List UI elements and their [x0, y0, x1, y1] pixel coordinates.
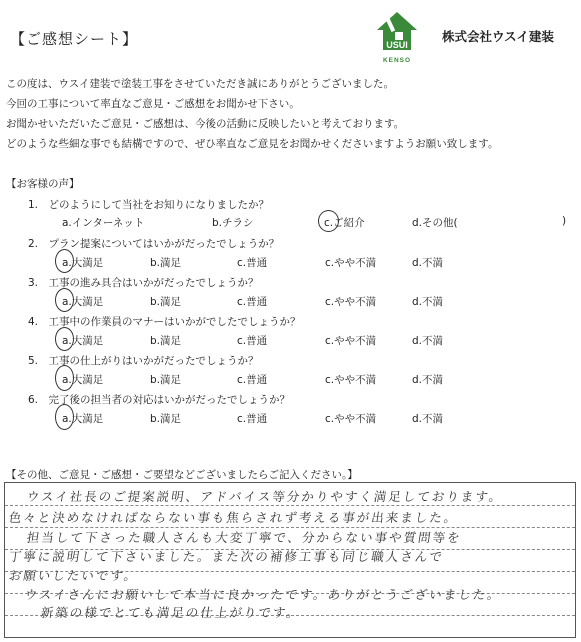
- comment-line: 色々と決めなければならない事も焦らされず考える事が出来ました。: [7, 510, 460, 525]
- question-6-options: [62, 411, 581, 425]
- svg-text:KENSO: KENSO: [382, 57, 412, 64]
- company-name: 株式会社ウスイ建装: [442, 29, 554, 44]
- svg-text:USUI: USUI: [386, 40, 408, 50]
- option-d[interactable]: d.不満: [412, 257, 444, 269]
- option-a[interactable]: a.大満足: [62, 335, 104, 347]
- option-c[interactable]: c.普通: [237, 335, 268, 347]
- comment-line: 新築の様でとても満足の仕上がりです。: [39, 605, 302, 620]
- option-d[interactable]: d.その他(: [412, 217, 458, 229]
- comment-heading: 【その他、ご意見・ご感想・ご要望などございましたらご記入ください。】: [6, 469, 358, 481]
- comment-box[interactable]: [4, 482, 576, 638]
- option-c[interactable]: c.普通: [237, 296, 268, 308]
- question-4-options: [62, 333, 581, 347]
- question-4: 4. 工事中の作業員のマナーはいかがでしたでしょうか？: [28, 316, 301, 328]
- option-c2[interactable]: c.やや不満: [325, 257, 377, 269]
- ruled-line: [5, 505, 575, 506]
- question-5-options: [62, 372, 581, 386]
- option-a[interactable]: a.大満足: [62, 296, 104, 308]
- option-a[interactable]: a.大満足: [62, 257, 104, 269]
- option-c[interactable]: c.普通: [237, 257, 268, 269]
- option-d-close: ): [562, 215, 567, 227]
- question-5: 5. 工事の仕上がりはいかがだったでしょうか？: [28, 355, 259, 367]
- intro-line: どのような些細な事でも結構ですので、ぜひ率直なご意見をお聞かせくださいますようお願い致します。: [6, 138, 499, 150]
- option-a[interactable]: a.大満足: [62, 413, 104, 425]
- option-b[interactable]: b.満足: [150, 374, 182, 386]
- question-3: 3. 工事の進み具合はいかがだったでしょうか？: [28, 277, 259, 289]
- company-logo: [371, 6, 423, 68]
- option-b[interactable]: b.満足: [150, 257, 182, 269]
- comment-line: ウスイさんにお願いして本当に良かったです。ありがとうございました。: [23, 587, 503, 602]
- comment-line: ウスイ社長のご提案説明、アドバイス等分かりやすく満足しております。: [25, 489, 505, 504]
- option-b[interactable]: b.満足: [150, 413, 182, 425]
- question-2-options: [62, 255, 581, 269]
- question-3-options: [62, 294, 581, 308]
- intro-line: 今回の工事について率直なご意見・ご感想をお聞かせ下さい。: [6, 98, 300, 110]
- intro-line: お聞かせいただいたご意見・ご感想は、今後の活動に反映したいと考えております。: [6, 118, 405, 130]
- option-c2[interactable]: c.やや不満: [325, 413, 377, 425]
- question-1: 1. どのようにして当社をお知りになりましたか？: [28, 199, 270, 211]
- option-a[interactable]: a.インターネット: [62, 217, 145, 229]
- question-6: 6. 完了後の担当者の対応はいかがだったでしょうか？: [28, 394, 291, 406]
- option-b[interactable]: b.満足: [150, 335, 182, 347]
- option-d[interactable]: d.不満: [412, 335, 444, 347]
- question-2: 2. プラン提案についてはいかがだったでしょうか？: [28, 238, 280, 250]
- intro-line: この度は、ウスイ建装で塗装工事をさせていただき誠にありがとうございました。: [6, 78, 394, 90]
- option-c2[interactable]: c.やや不満: [325, 296, 377, 308]
- option-b[interactable]: b.チラシ: [212, 217, 254, 229]
- option-c[interactable]: c.普通: [237, 374, 268, 386]
- option-c2[interactable]: c.やや不満: [325, 374, 377, 386]
- option-a[interactable]: a.大満足: [62, 374, 104, 386]
- option-c2[interactable]: c.やや不満: [325, 335, 377, 347]
- comment-line: 担当して下さった職人さんも大変丁寧で、分からない事や質問等を: [25, 530, 463, 545]
- option-c[interactable]: c.普通: [237, 413, 268, 425]
- question-1-options: [62, 215, 581, 229]
- option-d[interactable]: d.不満: [412, 296, 444, 308]
- comment-line: 丁寧に説明して下さいました。また次の補修工事も同じ職人さんで: [7, 549, 445, 564]
- page-title: 【ご感想シート】: [10, 30, 139, 48]
- option-c[interactable]: c.ご紹介: [324, 217, 365, 229]
- intro-text: [6, 74, 576, 154]
- option-d[interactable]: d.不満: [412, 374, 444, 386]
- comment-line: お願いしたいです。: [7, 568, 140, 583]
- option-d[interactable]: d.不満: [412, 413, 444, 425]
- voice-heading: 【お客様の声】: [6, 178, 80, 190]
- option-b[interactable]: b.満足: [150, 296, 182, 308]
